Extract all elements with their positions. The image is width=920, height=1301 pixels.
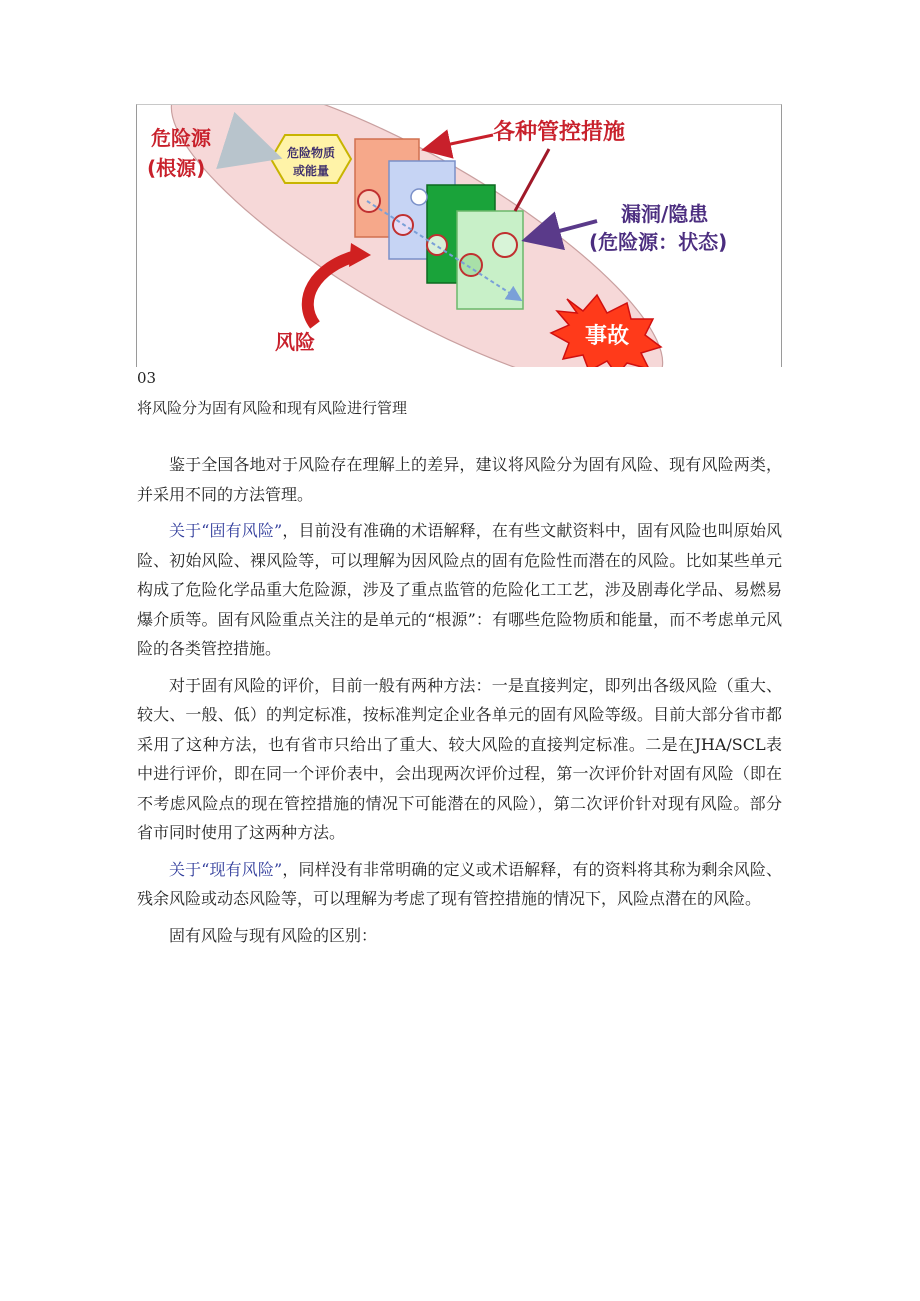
accident-label: 事故 <box>584 324 630 349</box>
controls-arrow-1 <box>427 135 493 149</box>
controls-label: 各种管控措施 <box>493 120 626 145</box>
swiss-cheese-risk-figure <box>136 104 782 367</box>
inherent-risk-heading: 关于“固有风险” <box>169 521 283 540</box>
paragraph-3: 对于固有风险的评价，目前一般有两种方法：一是直接判定，即列出各级风险（重大、较大、一般、低）的判定标准，按标准判定企业各单元的固有风险等级。目前大部分省市都采用了这种方法，也有省市只给出了重大、较大风险的直接判定标准。二是在JHA/SCL表中进行评价，即在同一个评价表中，会出现两次评价过程，第一次评价针对固有风险（即在不考虑风险点的现在管控措施的情况下可能潜在的风险），第二次评价针对现有风险。部分省市同时使用了这两种方法。 <box>137 675 782 842</box>
paragraph-2 <box>137 516 782 664</box>
hazard-source-label: 危险源 <box>151 126 211 150</box>
section-number: 03 <box>137 369 157 387</box>
hazard-state-label: (危险源：状态) <box>589 230 728 254</box>
hazard-material-line1: 危险物质 <box>286 146 336 160</box>
paragraph-2-text: ，目前没有准确的术语解释，在有些文献资料中，固有风险也叫原始风险、初始风险、裸风险等，可以理解为因风险点的固有危险性而潜在的风险。比如某些单元构成了危险化学品重大危险源，涉及了重点监管的危险化工工艺，涉及剧毒化学品、易燃易爆介质等。固有风险重点关注的是单元的“根源”：有哪些危险物质和能量，而不考虑单元风险的各类管控措施。 <box>137 521 782 658</box>
section-title: 将风险分为固有风险和现有风险进行管理 <box>137 399 408 417</box>
paragraph-1: 鉴于全国各地对于风险存在理解上的差异，建议将风险分为固有风险、现有风险两类，并采用不同的方法管理。 <box>137 455 782 504</box>
paragraph-4 <box>137 855 782 914</box>
loophole-label: 漏洞/隐患 <box>621 202 709 226</box>
controls-arrow-2 <box>515 149 549 211</box>
paragraph-4-text: ，同样没有非常明确的定义或术语解释，有的资料将其称为剩余风险、残余风险或动态风险等，可以理解为考虑了现有管控措施的情况下，风险点潜在的风险。 <box>137 859 782 908</box>
hazard-material-line2: 或能量 <box>292 164 330 178</box>
article-body <box>137 450 782 957</box>
risk-diagram <box>137 105 781 367</box>
risk-label: 风险 <box>275 330 315 354</box>
current-risk-heading: 关于“现有风险” <box>169 859 283 879</box>
paragraph-5: 固有风险与现有风险的区别： <box>169 925 378 945</box>
root-source-label: (根源) <box>147 156 206 180</box>
